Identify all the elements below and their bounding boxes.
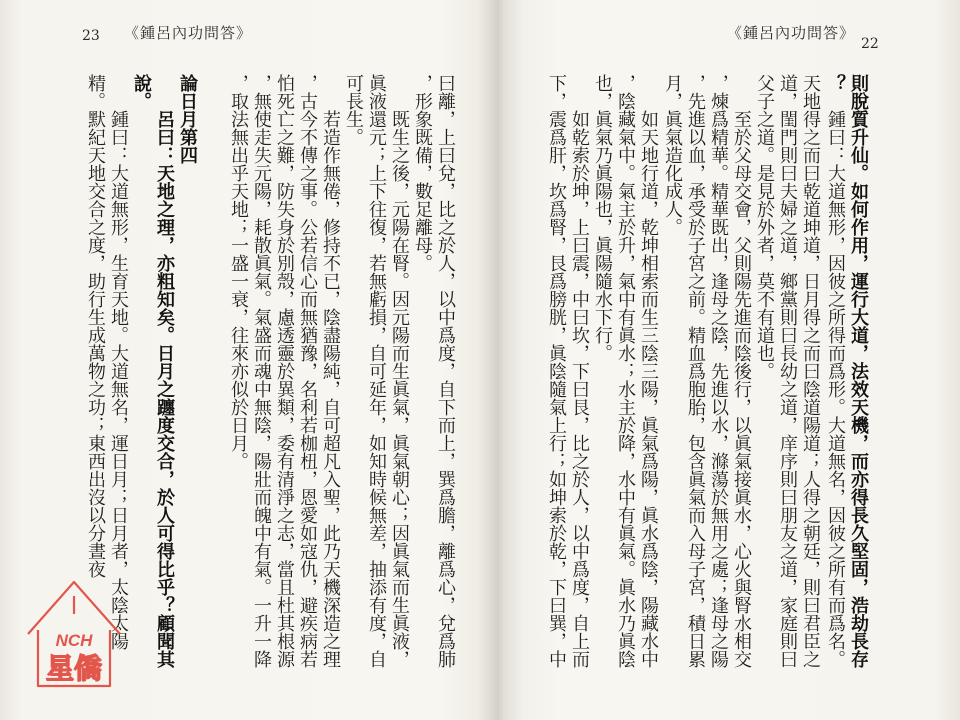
running-title: 《鍾呂內功問答》: [124, 24, 253, 42]
text-column: 下，震爲肝，坎爲腎，艮爲膀胱，眞陰隨氣上行；如坤索於乾，下曰巽，中: [546, 74, 567, 668]
text-column: 可長生。: [343, 74, 364, 146]
text-column: ，取法無出乎天地；一盛一衰，往來亦似於日月。: [228, 74, 249, 470]
page-right: [497, 0, 960, 720]
watermark-logo: [24, 574, 124, 694]
text-column: 也，眞氣乃眞陽也，眞陽隨水下行。: [592, 74, 613, 362]
text-column: 鍾曰：大道無形，因彼之所得而爲形。大道無名，因彼之所有而爲名。: [825, 110, 846, 668]
watermark-latin: NCH: [55, 631, 93, 650]
text-column: 眞液還元；上下往復，若無虧損，自可延年，如知時候無差，抽添有度，自: [366, 74, 387, 668]
question-column: 說。: [131, 74, 152, 110]
running-title: 《鍾呂內功問答》: [727, 24, 856, 42]
text-column: 鍾曰：大道無形，生育天地。大道無名，運日月；日月者，太陰太陽: [108, 110, 129, 650]
page-number: 23: [82, 28, 100, 44]
text-column: ，陰藏氣中。氣主於升，氣中有眞水；水主於降，水中有眞氣。眞水乃眞陰: [615, 74, 636, 668]
text-column: 怕死亡之難，防失身於別殼，慮透靈於異類，委有清淨之志，當且杜其根源: [274, 74, 295, 668]
text-column: 如乾索於坤，上曰震，中曰坎，下曰艮，比之於人，以中爲度，自上而: [569, 110, 590, 668]
question-column: 則脫質升仙。如何作用，運行大道，法效天機，而亦得長久堅固，浩劫長存: [848, 74, 869, 668]
text-column: 精。默紀天地交合之度，助行生成萬物之功；東西出沒以分晝夜: [85, 74, 106, 578]
text-column: 至於父母交會，父則陽先進而陰後行，以眞氣接眞水，心火與腎水相交: [731, 110, 752, 668]
text-column: ，無使走失元陽，耗散眞氣。氣盛而魂中無陰，陽壯而魄中有氣。一升一降: [251, 74, 272, 668]
page-number: 22: [861, 36, 879, 52]
chapter-heading: 論日月第四: [177, 74, 198, 164]
text-column: 既生之後，元陽在腎。因元陽而生眞氣，眞氣朝心；因眞氣而生眞液，: [389, 110, 410, 668]
text-column: 道，閨門則曰夫婦之道，鄉黨則曰長幼之道，庠序則曰朋友之道，家庭則曰: [777, 74, 798, 668]
question-column: 呂曰：天地之理，亦粗知矣。日月之躔度交合，於人可得比乎？顧聞其: [154, 110, 175, 668]
text-column: ，先進以血，承受於子宮之前。精血爲胞胎，包含眞氣而入母子宮，積日累: [685, 74, 706, 668]
text-column: 月，眞氣造化成人。: [662, 74, 683, 236]
question-mark: ？: [825, 74, 846, 92]
text-column: 天地得之而曰乾道坤道，日月得之而曰陰道陽道；人得之朝廷，則曰君臣之: [800, 74, 821, 668]
text-column: 父子之道。是見於外者，莫不有道也。: [754, 74, 775, 380]
text-column: 如天地行道，乾坤相索而生三陰三陽，眞氣爲陽，眞水爲陰，陽藏水中: [638, 110, 659, 668]
text-column: ，形象既備，數足離母。: [412, 74, 433, 272]
text-column: ，煉爲精華。精華既出，逢母之陰，先進以水，滌蕩於無用之處；逢母之陽: [708, 74, 729, 668]
text-column: 曰離，上曰兌，比之於人，以中爲度，自下而上，巽爲膽，離爲心，兌爲肺: [435, 74, 456, 668]
watermark-cjk: 星僑: [45, 652, 103, 685]
text-column: ，古今不傳之事。公若信心而無猶豫，名利若枷杻，恩愛如寇仇，避疾病若: [297, 74, 318, 668]
text-column: 若造作無倦，修持不已，陰盡陽純，自可超凡入聖，此乃天機深造之理: [320, 110, 341, 668]
